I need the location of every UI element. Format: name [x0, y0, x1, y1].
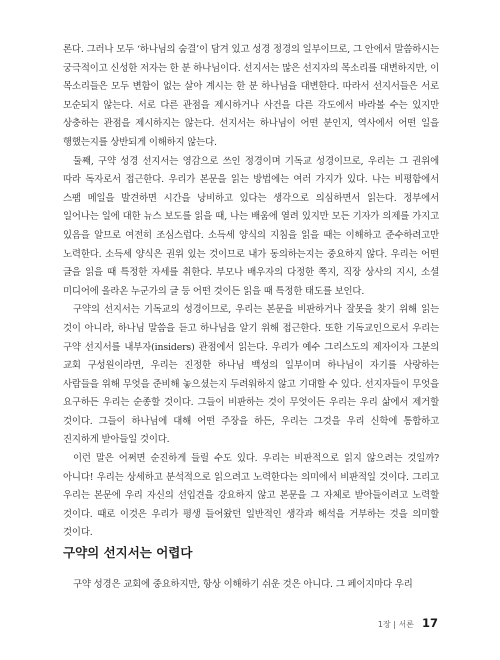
- chapter-label: 1장 | 서론: [377, 620, 414, 629]
- paragraph-4: 이런 말은 어쩌면 순진하게 들릴 수도 있다. 우리는 비판적으로 읽지 않으려는 것일까? 아니다! 우리는 상세하고 분석적으로 읽으려고 노력한다는 의미에서 비판적일 것이다. 그리고 우리는 본문에 우리 자신의 선입견을 강요하지 않고 본문을 그 자체로 받아들이려고 노력할 것이다. 때로 이것은 우리가 평생 들어왔던 일반적인 생각과 해석을 거부하는 것을 의미할 것이다.: [63, 453, 439, 539]
- paragraph-1: 론다. 그러나 모두 ‘하나님의 숨결’이 담겨 있고 성경 정경의 일부이므로, 그 안에서 말씀하시는 궁극적이고 신성한 저자는 한 분 하나님이다. 선지서는 많은 선지자의 목소리를 대변하지만, 이 목소리들은 모두 변함이 없는 살아 계시는 한 분 하나님을 대변한다. 따라서 선지서들은 서로 모순되지 않는다. 서로 다른 관점을 제시하거나 사건을 다른 각도에서 바라볼 수는 있지만 상충하는 관점을 제시하지는 않는다. 선지서는 하나님이 어떤 분인지, 역사에서 어떤 일을 행했는지를 상반되게 이해하지 않는다.: [63, 44, 439, 148]
- body-text: [63, 41, 439, 543]
- page-footer: [378, 616, 438, 630]
- section-heading: 구약의 선지서는 어렵다: [63, 545, 193, 560]
- paragraph-3: 구약의 선지서는 기독교의 성경이므로, 우리는 본문을 비판하거나 잘못을 찾기 위해 읽는 것이 아니라, 하나님 말씀을 듣고 하나님을 알기 위해 접근한다. 또한 기독교인으로서 우리는 구약 선지서를 내부자(insiders) 관점에서 읽는다. 우리가 예수 그리스도의 제자이자 그분의 교회 구성원이라면, 우리는 진정한 하나님 백성의 일부이며 하나님이 자기를 사랑하는 사람들을 위해 무엇을 준비해 놓으셨는지 두려워하지 않고 기대할 수 있다. 선지자들이 무엇을 요구하든 우리는 순종할 것이다. 그들이 비판하는 것이 무엇이든 우리는 우리 삶에서 제거할 것이다. 그들이 하나님에 대해 어떤 주장을 하든, 우리는 그것을 우리 신학에 통합하고 진지하게 받아들일 것이다.: [63, 304, 439, 446]
- section-first-line: 구약 성경은 교회에 중요하지만, 항상 이해하기 쉬운 것은 아니다. 그 페이지마다 우리: [73, 579, 413, 590]
- page-number: 17: [421, 616, 438, 630]
- paragraph-2: 둘째, 구약 성경 선지서는 영감으로 쓰인 정경이며 기독교 성경이므로, 우리는 그 권위에 따라 독자로서 접근한다. 우리가 본문을 읽는 방법에는 여러 가지가 있다. 나는 비평함에서 스팸 메일을 발견하면 시간을 낭비하고 있다는 생각으로 의심하면서 읽는다. 정부에서 일어나는 일에 대한 뉴스 보도를 읽을 때, 나는 배움에 열려 있지만 모든 기자가 의제를 가지고 있음을 알므로 여전히 조심스럽다. 소득세 양식의 지침을 읽을 때는 이해하고 준수하려고만 노력한다. 소득세 양식은 권위 있는 것이므로 내가 동의하는지는 중요하지 않다. 우리는 어떤 글을 읽을 때 특정한 자세를 취한다. 부모나 배우자의 다정한 쪽지, 직장 상사의 지시, 소셜 미디어에 올라온 누군가의 글 등 어떤 것이든 읽을 때 특정한 태도를 보인다.: [63, 155, 439, 297]
